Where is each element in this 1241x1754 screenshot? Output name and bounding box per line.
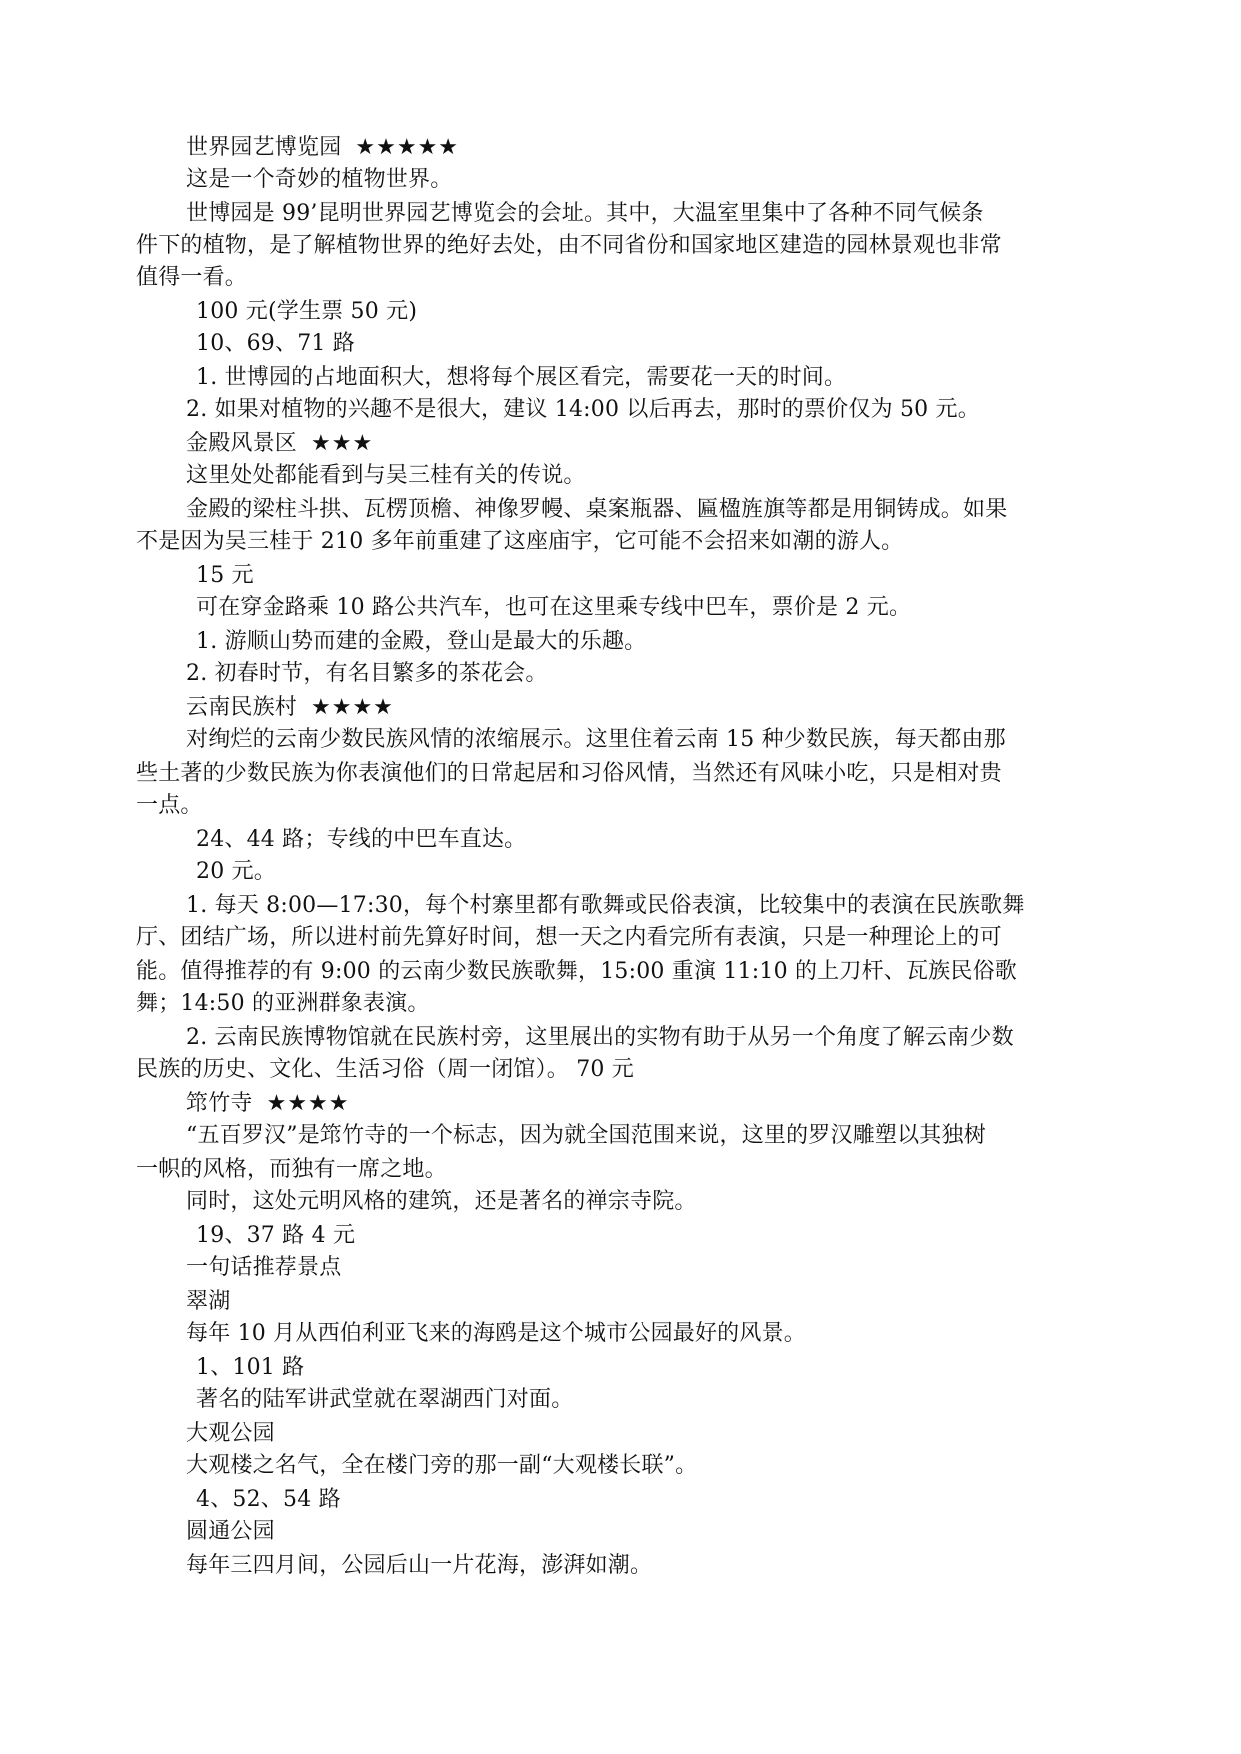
bamboo-heading bbox=[186, 1088, 350, 1120]
cuihu-note: 著名的陆军讲武堂就在翠湖西门对面。 bbox=[196, 1387, 574, 1412]
daguan-title: 大观公园 bbox=[186, 1421, 275, 1446]
golden-title: 金殿风景区 bbox=[186, 431, 298, 456]
village-desc-line-3: 一点。 bbox=[136, 793, 203, 818]
village-desc-line-2: 些土著的少数民族为你表演他们的日常起居和习俗风情，当然还有风味小吃，只是相对贵 bbox=[136, 761, 1002, 786]
village-tip-1-line-4: 舞；14:50 的亚洲群象表演。 bbox=[136, 991, 430, 1016]
expo-desc-line-2: 件下的植物，是了解植物世界的绝好去处，由不同省份和国家地区建造的园林景观也非常 bbox=[136, 233, 1002, 258]
expo-desc-line-1: 世博园是 99’昆明世界园艺博览会的会址。其中，大温室里集中了各种不同气候条 bbox=[186, 201, 984, 226]
expo-heading bbox=[186, 132, 459, 164]
golden-rating-stars: ★★★ bbox=[311, 431, 374, 456]
golden-tagline: 这里处处都能看到与吴三桂有关的传说。 bbox=[186, 463, 586, 488]
expo-tip-1: 1. 世博园的占地面积大，想将每个展区看完，需要花一天的时间。 bbox=[196, 365, 847, 390]
yuantong-title: 圆通公园 bbox=[186, 1519, 275, 1544]
daguan-desc: 大观楼之名气，全在楼门旁的那一副“大观楼长联”。 bbox=[186, 1453, 698, 1478]
village-tip-2-line-1: 2. 云南民族博物馆就在民族村旁，这里展出的实物有助于从另一个角度了解云南少数 bbox=[186, 1025, 1014, 1050]
golden-desc-line-1: 金殿的梁柱斗拱、瓦楞顶檐、神像罗幔、桌案瓶器、匾楹旌旗等都是用铜铸成。如果 bbox=[186, 497, 1008, 522]
expo-bus: 10、69、71 路 bbox=[196, 331, 355, 356]
golden-heading bbox=[186, 428, 373, 460]
golden-tip-1: 1. 游顺山势而建的金殿，登山是最大的乐趣。 bbox=[196, 629, 647, 654]
village-desc-line-1: 对绚烂的云南少数民族风情的浓缩展示。这里住着云南 15 种少数民族，每天都由那 bbox=[186, 727, 1006, 752]
expo-tip-2: 2. 如果对植物的兴趣不是很大，建议 14:00 以后再去，那时的票价仅为 50 元。 bbox=[186, 397, 980, 422]
bamboo-rating-stars: ★★★★ bbox=[266, 1091, 350, 1116]
expo-tagline: 这是一个奇妙的植物世界。 bbox=[186, 167, 453, 192]
cuihu-desc: 每年 10 月从西伯利亚飞来的海鸥是这个城市公园最好的风景。 bbox=[186, 1321, 806, 1346]
expo-rating-stars: ★★★★★ bbox=[355, 135, 460, 160]
daguan-bus: 4、52、54 路 bbox=[196, 1487, 341, 1512]
yuantong-desc: 每年三四月间，公园后山一片花海，澎湃如潮。 bbox=[186, 1553, 653, 1578]
golden-bus: 可在穿金路乘 10 路公共汽车，也可在这里乘专线中巴车，票价是 2 元。 bbox=[196, 595, 912, 620]
village-tip-1-line-3: 能。值得推荐的有 9:00 的云南少数民族歌舞，15:00 重演 11:10 的上刀杆、瓦族民俗歌 bbox=[136, 959, 1017, 984]
cuihu-title: 翠湖 bbox=[186, 1289, 231, 1314]
bamboo-note: 同时，这处元明风格的建筑，还是著名的禅宗寺院。 bbox=[186, 1189, 697, 1214]
expo-price: 100 元(学生票 50 元) bbox=[196, 299, 418, 324]
bamboo-desc-line-2: 一帜的风格，而独有一席之地。 bbox=[136, 1157, 447, 1182]
bamboo-desc-line-1: “五百罗汉”是筇竹寺的一个标志，因为就全国范围来说，这里的罗汉雕塑以其独树 bbox=[186, 1123, 986, 1148]
golden-price: 15 元 bbox=[196, 563, 254, 588]
village-bus: 24、44 路；专线的中巴车直达。 bbox=[196, 827, 527, 852]
village-title: 云南民族村 bbox=[186, 695, 298, 720]
bamboo-title: 筇竹寺 bbox=[186, 1091, 253, 1116]
bamboo-bus-price: 19、37 路 4 元 bbox=[196, 1223, 356, 1248]
village-tip-1-line-2: 厅、团结广场，所以进村前先算好时间，想一天之内看完所有表演，只是一种理论上的可 bbox=[136, 925, 1002, 950]
village-tip-1-line-1: 1. 每天 8:00—17:30，每个村寨里都有歌舞或民俗表演，比较集中的表演在民族歌舞 bbox=[186, 893, 1025, 918]
village-price: 20 元。 bbox=[196, 859, 276, 884]
village-tip-2-line-2: 民族的历史、文化、生活习俗（周一闭馆）。 70 元 bbox=[136, 1057, 634, 1082]
oneliners-heading: 一句话推荐景点 bbox=[186, 1255, 342, 1280]
golden-tip-2: 2. 初春时节，有名目繁多的茶花会。 bbox=[186, 661, 548, 686]
expo-title: 世界园艺博览园 bbox=[186, 135, 342, 160]
golden-desc-line-2: 不是因为吴三桂于 210 多年前重建了这座庙宇，它可能不会招来如潮的游人。 bbox=[136, 529, 904, 554]
village-rating-stars: ★★★★ bbox=[311, 695, 394, 720]
village-heading bbox=[186, 692, 394, 724]
expo-desc-line-3: 值得一看。 bbox=[136, 265, 248, 290]
cuihu-bus: 1、101 路 bbox=[196, 1355, 305, 1380]
